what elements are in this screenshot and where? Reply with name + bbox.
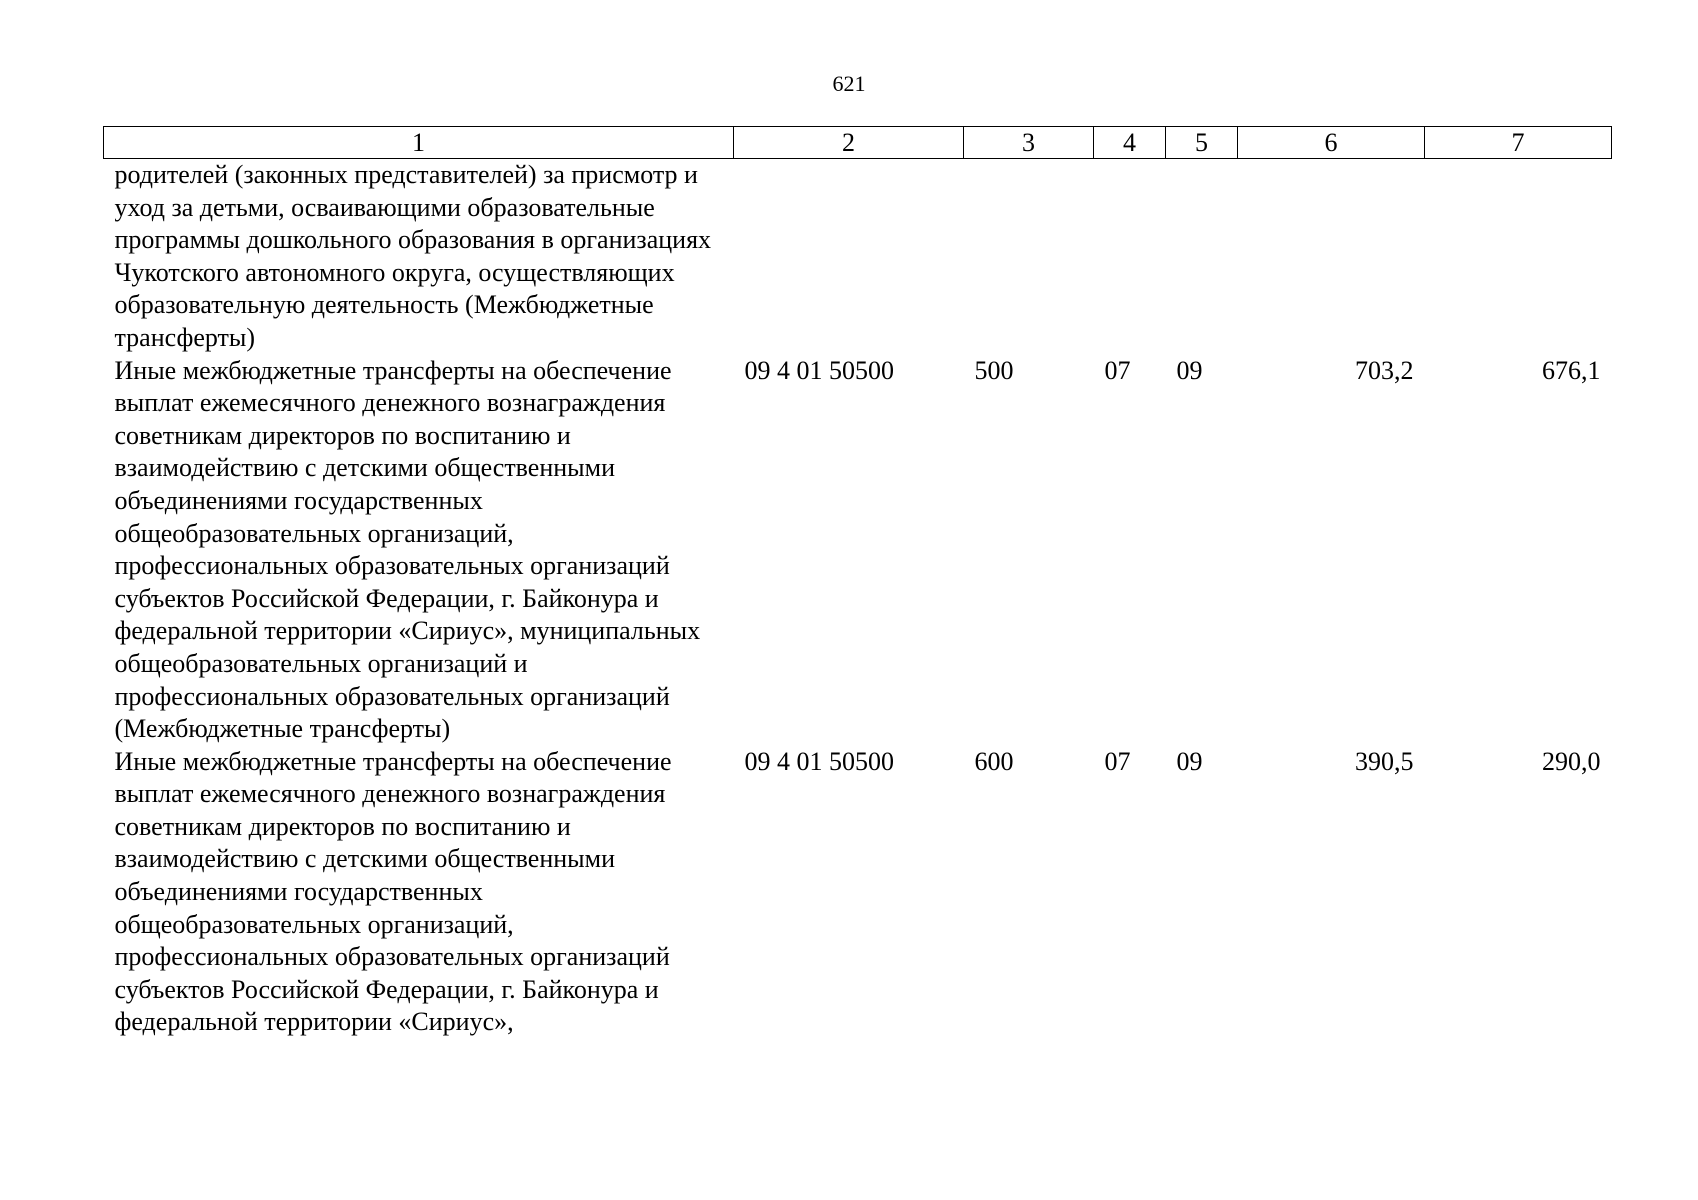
row-name: Иные межбюджетные трансферты на обеспечение выплат ежемесячного денежного вознаграждения советникам директоров по воспитанию и взаимодействию с детскими общественными объединениями государственных общеобразовательных организаций, профессиональных образовательных организаций субъектов Российской Федерации, г. Байконура и федеральной территории «Сириус», (114, 746, 672, 1037)
row-type (964, 159, 1094, 355)
row-subsection: 09 (1176, 746, 1203, 776)
page-number: 621 (832, 71, 866, 96)
row-value-1: 390,5 (1355, 746, 1414, 776)
table-row (104, 159, 1612, 355)
row-subsection: 09 (1176, 355, 1203, 385)
column-header-3: 3 (964, 127, 1094, 159)
row-type: 500 (974, 355, 1014, 385)
column-header-2: 2 (734, 127, 964, 159)
column-header-6: 6 (1238, 127, 1425, 159)
row-value-1: 703,2 (1355, 355, 1414, 385)
row-code: 09 4 01 50500 (744, 355, 894, 385)
row-section: 07 (1104, 746, 1131, 776)
row-section (1094, 159, 1166, 355)
row-code: 09 4 01 50500 (744, 746, 894, 776)
column-header-1: 1 (104, 127, 734, 159)
table-row (104, 355, 1612, 746)
row-value-2: 290,0 (1542, 746, 1601, 776)
row-name: родителей (законных представителей) за присмотр и уход за детьми, осваивающими образовательные программы дошкольного образования в организациях Чукотского автономного округа, осуществляющих образовательную деятельность (Межбюджетные трансферты) (114, 160, 712, 352)
row-type: 600 (974, 746, 1014, 776)
table-header (104, 127, 1612, 159)
table-row (104, 746, 1612, 1039)
budget-table (103, 126, 1612, 1039)
row-subsection (1166, 159, 1238, 355)
row-value-1 (1238, 159, 1425, 355)
column-header-7: 7 (1425, 127, 1612, 159)
row-section: 07 (1104, 355, 1131, 385)
row-value-2: 676,1 (1542, 355, 1601, 385)
column-header-4: 4 (1094, 127, 1166, 159)
row-name: Иные межбюджетные трансферты на обеспечение выплат ежемесячного денежного вознаграждения советникам директоров по воспитанию и взаимодействию с детскими общественными объединениями государственных общеобразовательных организаций, профессиональных образовательных организаций субъектов Российской Федерации, г. Байконура и федеральной территории «Сириус», муниципальных общеобразовательных организаций и профессиональных образовательных организаций (Межбюджетные трансферты) (114, 355, 701, 744)
table-body (104, 159, 1612, 1040)
row-value-2 (1425, 159, 1612, 355)
row-code (734, 159, 964, 355)
column-header-5: 5 (1166, 127, 1238, 159)
header-row (104, 127, 1612, 159)
